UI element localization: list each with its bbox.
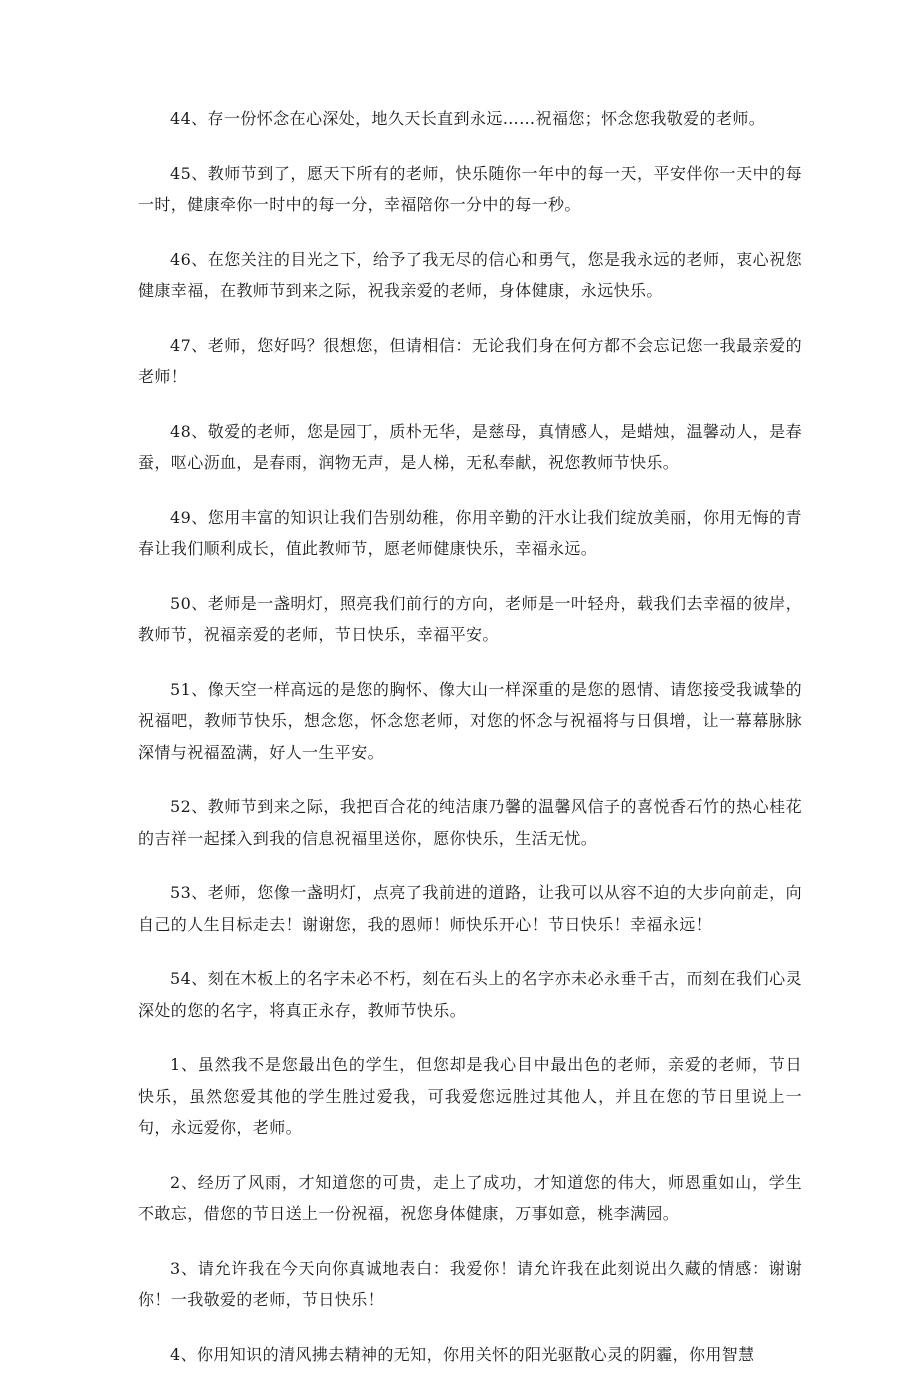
- paragraph-45: 45、教师节到了，愿天下所有的老师，快乐随你一年中的每一天，平安伴你一天中的每一时，健康牵你一时中的每一分，幸福陪你一分中的每一秒。: [138, 163, 802, 214]
- document-page: [138, 103, 802, 1393]
- paragraph-46: 46、在您关注的目光之下，给予了我无尽的信心和勇气，您是我永远的老师，衷心祝您健康幸福，在教师节到来之际，祝我亲爱的老师，身体健康，永远快乐。: [138, 249, 802, 300]
- paragraph-4: 4、你用知识的清风拂去精神的无知，你用关怀的阳光驱散心灵的阴霾，你用智慧: [170, 1344, 755, 1364]
- paragraph-47: 47、老师，您好吗？很想您，但请相信：无论我们身在何方都不会忘记您一我最亲爱的老师！: [138, 335, 802, 386]
- paragraph-51: 51、像天空一样高远的是您的胸怀、像大山一样深重的是您的恩情、请您接受我诚挚的祝福吧，教师节快乐，想念您，怀念您老师，对您的怀念与祝福将与日俱增，让一幕幕脉脉深情与祝福盈满，好人一生平安。: [138, 679, 802, 762]
- paragraph-54: 54、刻在木板上的名字未必不朽，刻在石头上的名字亦未必永垂千古，而刻在我们心灵深处的您的名字，将真正永存，教师节快乐。: [138, 969, 802, 1020]
- paragraph-49: 49、您用丰富的知识让我们告别幼稚，你用辛勤的汗水让我们绽放美丽，你用无悔的青春让我们顺利成长，值此教师节，愿老师健康快乐，幸福永远。: [138, 507, 802, 558]
- paragraph-50: 50、老师是一盏明灯，照亮我们前行的方向，老师是一叶轻舟，载我们去幸福的彼岸，教师节，祝福亲爱的老师，节日快乐，幸福平安。: [138, 593, 802, 644]
- paragraph-44: 44、存一份怀念在心深处，地久天长直到永远……祝福您；怀念您我敬爱的老师。: [170, 109, 766, 128]
- paragraph-48: 48、敬爱的老师，您是园丁，质朴无华，是慈母，真情感人，是蜡烛，温馨动人，是春蚕，呕心沥血，是春雨，润物无声，是人梯，无私奉献，祝您教师节快乐。: [138, 421, 802, 472]
- paragraph-53: 53、老师，您像一盏明灯，点亮了我前进的道路，让我可以从容不迫的大步向前走，向自己的人生目标走去！谢谢您，我的恩师！师快乐开心！节日快乐！幸福永远！: [138, 883, 802, 934]
- paragraph-1: 1、虽然我不是您最出色的学生，但您却是我心目中最出色的老师，亲爱的老师，节日快乐，虽然您爱其他的学生胜过爱我，可我爱您远胜过其他人，并且在您的节日里说上一句，永远爱你，老师。: [138, 1055, 802, 1137]
- paragraph-3: 3、请允许我在今天向你真诚地表白：我爱你！请允许我在此刻说出久藏的情感：谢谢你！一我敬爱的老师，节日快乐！: [138, 1258, 802, 1309]
- paragraph-52: 52、教师节到来之际，我把百合花的纯洁康乃馨的温馨风信子的喜悦香石竹的热心桂花的吉祥一起揉入到我的信息祝福里送你，愿你快乐，生活无忧。: [138, 797, 802, 848]
- paragraph-2: 2、经历了风雨，才知道您的可贵，走上了成功，才知道您的伟大，师恩重如山，学生不敢忘，借您的节日送上一份祝福，祝您身体健康，万事如意，桃李满园。: [138, 1172, 802, 1223]
